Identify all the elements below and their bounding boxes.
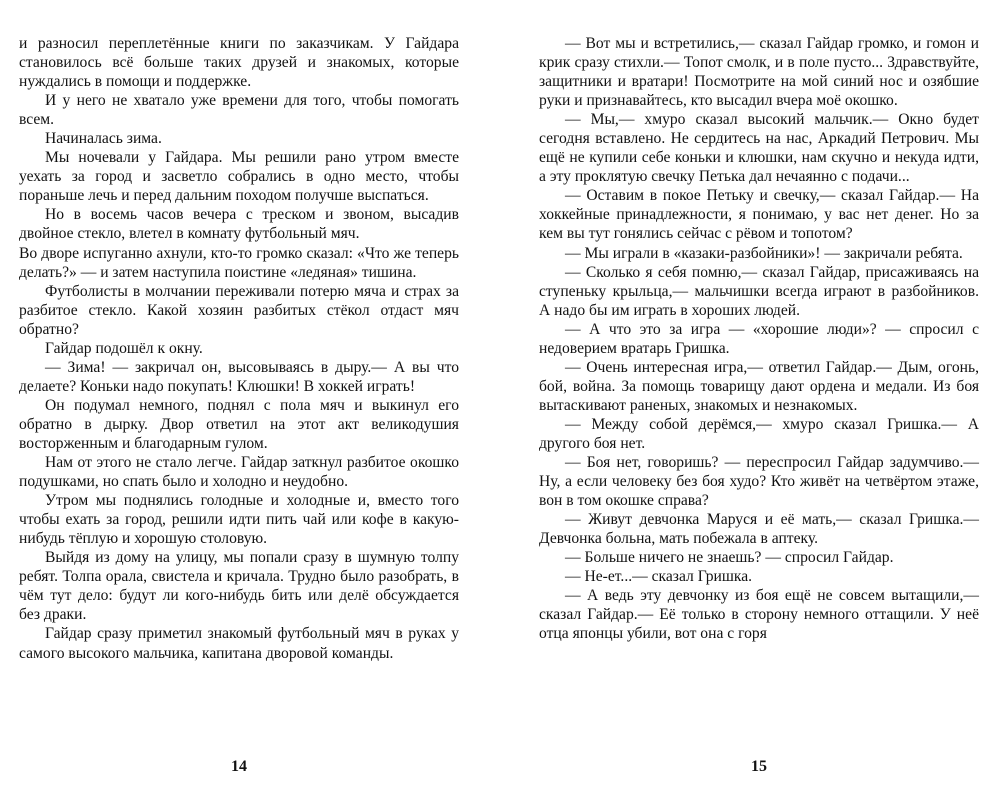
page-number-right: 15 <box>751 758 767 775</box>
paragraph: — Мы,— хмуро сказал высокий мальчик.— Окно будет сегодня вставлено. Не сердитесь на нас, Аркадий Петрович. Мы ещё не купили себе коньки и клюшки, нам скучно и некуда идти, а эту проклятую свечку Петька дал нечаянно с подачи... <box>539 111 979 186</box>
paragraph: — Боя нет, говоришь? — переспросил Гайдар задумчиво.— Ну, а если человеку без боя худо? Кто живёт на четвёртом этаже, вон в том окошке справа? <box>539 454 979 510</box>
paragraph: Он подумал немного, поднял с пола мяч и выкинул его обратно в дырку. Двор ответил на этот акт великодушия восторженным и благодарным гулом. <box>19 396 459 452</box>
paragraph: — Между собой дерёмся,— хмуро сказал Гришка.— А другого боя нет. <box>539 415 979 452</box>
paragraph: Футболисты в молчании переживали потерю мяча и страх за разбитое стекло. Какой хозяин разбитых стёкол отдаст мяч обратно? <box>19 282 459 338</box>
paragraph: Во дворе испуганно ахнули, кто-то громко сказал: «Что же теперь делать?» — и затем наступила поистине «ледяная» тишина. <box>19 244 459 281</box>
paragraph: Но в восемь часов вечера с треском и звоном, высадив двойное стекло, влетел в комнату футбольный мяч. <box>19 206 459 243</box>
right-page <box>539 34 979 644</box>
paragraph: Выйдя из дому на улицу, мы попали сразу в шумную толпу ребят. Толпа орала, свистела и кричала. Трудно было разобрать, в чём тут дело: будут ли кого-нибудь бить или делё обсуждается без драки. <box>19 549 459 624</box>
paragraph: — Вот мы и встретились,— сказал Гайдар громко, и гомон и крик сразу стихли.— Топот смолк, и в поле пусто... Здравствуйте, защитники и вратари! Посмотрите на мой синий нос и озябшие руки и признавайтесь, кто высадил вчера моё окошко. <box>539 35 979 110</box>
page-number-left: 14 <box>231 758 247 775</box>
paragraph: — А ведь эту девчонку из боя ещё не совсем вытащили,— сказал Гайдар.— Её только в сторону немного оттащили. У неё отца японцы убили, вот она с горя <box>539 587 979 643</box>
paragraph: — Мы играли в «казаки-разбойники»! — закричали ребята. <box>565 244 963 262</box>
paragraph: — А что это за игра — «хорошие люди»? — спросил с недоверием вратарь Гришка. <box>539 320 979 357</box>
paragraph: — Больше ничего не знаешь? — спросил Гайдар. <box>565 549 894 567</box>
paragraph: — Оставим в покое Петьку и свечку,— сказал Гайдар.— На хоккейные принадлежности, я понимаю, у вас нет денег. Но за кем вы тут гонялись сейчас с рёвом и топотом? <box>539 187 979 243</box>
paragraph: Начиналась зима. <box>45 130 162 148</box>
paragraph: Утром мы поднялись голодные и холодные и, вместо того чтобы ехать за город, решили идти пить чай или кофе в какую-нибудь тёплую и хорошую столовую. <box>19 492 459 548</box>
left-page <box>19 34 459 663</box>
paragraph: Мы ночевали у Гайдара. Мы решили рано утром вместе уехать за город и засветло собрались в одно место, чтобы пораньше лечь и перед дальним походом получше выспаться. <box>19 149 459 205</box>
paragraph: — Живут девчонка Маруся и её мать,— сказал Гришка.— Девчонка больна, мать побежала в аптеку. <box>539 511 979 548</box>
paragraph: и разносил переплетённые книги по заказчикам. У Гайдара становилось всё больше таких друзей и знакомых, которые нуждались в помощи и поддержке. <box>19 35 459 91</box>
paragraph: — Не-ет...— сказал Гришка. <box>565 568 753 586</box>
paragraph: — Зима! — закричал он, высовываясь в дыру.— А вы что делаете? Коньки надо покупать! Клюшки! В хоккей играть! <box>19 358 459 395</box>
paragraph: — Очень интересная игра,— ответил Гайдар.— Дым, огонь, бой, война. За помощь товарищу дают ордена и медали. Из боя вытаскивают раненых, знакомых и незнакомых. <box>539 358 979 414</box>
paragraph: И у него не хватало уже времени для того, чтобы помогать всем. <box>19 92 459 129</box>
paragraph: Гайдар подошёл к окну. <box>45 339 203 357</box>
paragraph: Гайдар сразу приметил знакомый футбольный мяч в руках у самого высокого мальчика, капитана дворовой команды. <box>19 625 459 662</box>
paragraph: Нам от этого не стало легче. Гайдар заткнул разбитое окошко подушками, но спать было и холодно и неудобно. <box>19 454 459 491</box>
paragraph: — Сколько я себя помню,— сказал Гайдар, присаживаясь на ступеньку крыльца,— мальчишки всегда играют в разбойников. А надо бы им играть в хороших людей. <box>539 263 979 319</box>
